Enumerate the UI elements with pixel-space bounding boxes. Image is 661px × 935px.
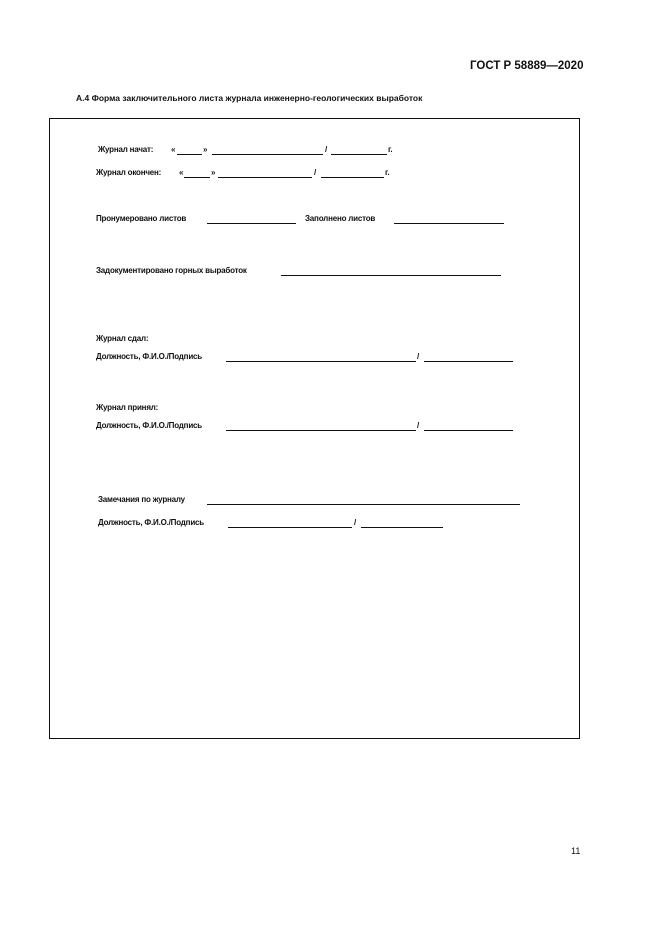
position-signature-label: Должность, Ф.И.О./Подпись xyxy=(96,352,203,361)
remarks-field[interactable] xyxy=(207,504,520,505)
finished-day-field[interactable] xyxy=(184,177,210,178)
journal-started-label: Журнал начат: xyxy=(98,145,154,154)
position-signature-label: Должность, Ф.И.О./Подпись xyxy=(96,421,203,430)
started-day-field[interactable] xyxy=(177,154,202,155)
accepted-signature-field[interactable] xyxy=(424,430,513,431)
slash-separator: / xyxy=(417,421,420,430)
quote-close: » xyxy=(211,168,216,177)
remarks-signature-field[interactable] xyxy=(361,527,443,528)
journal-finished-label: Журнал окончен: xyxy=(96,168,162,177)
filled-sheets-field[interactable] xyxy=(394,223,504,224)
year-suffix: г. xyxy=(385,168,390,177)
slash-separator: / xyxy=(325,145,328,154)
standard-code: ГОСТ Р 58889—2020 xyxy=(470,60,584,72)
accepted-name-field[interactable] xyxy=(226,430,416,431)
documented-workings-label: Задокументировано горных выработок xyxy=(96,266,247,275)
year-suffix: г. xyxy=(388,145,393,154)
journal-final-sheet-form xyxy=(49,118,580,739)
accepted-label: Журнал принял: xyxy=(96,403,159,412)
started-month-field[interactable] xyxy=(212,154,323,155)
handed-over-signature-field[interactable] xyxy=(424,361,513,362)
slash-separator: / xyxy=(314,168,317,177)
finished-month-field[interactable] xyxy=(218,177,312,178)
numbered-sheets-field[interactable] xyxy=(207,223,296,224)
quote-open: « xyxy=(171,145,176,154)
finished-year-field[interactable] xyxy=(321,177,384,178)
remarks-name-field[interactable] xyxy=(228,527,352,528)
filled-sheets-label: Заполнено листов xyxy=(305,214,376,223)
position-signature-label: Должность, Ф.И.О./Подпись xyxy=(98,518,205,527)
numbered-sheets-label: Пронумеровано листов xyxy=(96,214,187,223)
slash-separator: / xyxy=(417,352,420,361)
handed-over-label: Журнал сдал: xyxy=(96,334,149,343)
page-number: 11 xyxy=(571,846,581,856)
handed-over-name-field[interactable] xyxy=(226,361,416,362)
quote-close: » xyxy=(203,145,208,154)
documented-workings-field[interactable] xyxy=(281,275,501,276)
remarks-label: Замечания по журналу xyxy=(98,495,185,504)
started-year-field[interactable] xyxy=(331,154,387,155)
quote-open: « xyxy=(179,168,184,177)
slash-separator: / xyxy=(354,518,357,527)
section-title: А.4 Форма заключительного листа журнала инженерно-геологических выработок xyxy=(76,93,423,103)
